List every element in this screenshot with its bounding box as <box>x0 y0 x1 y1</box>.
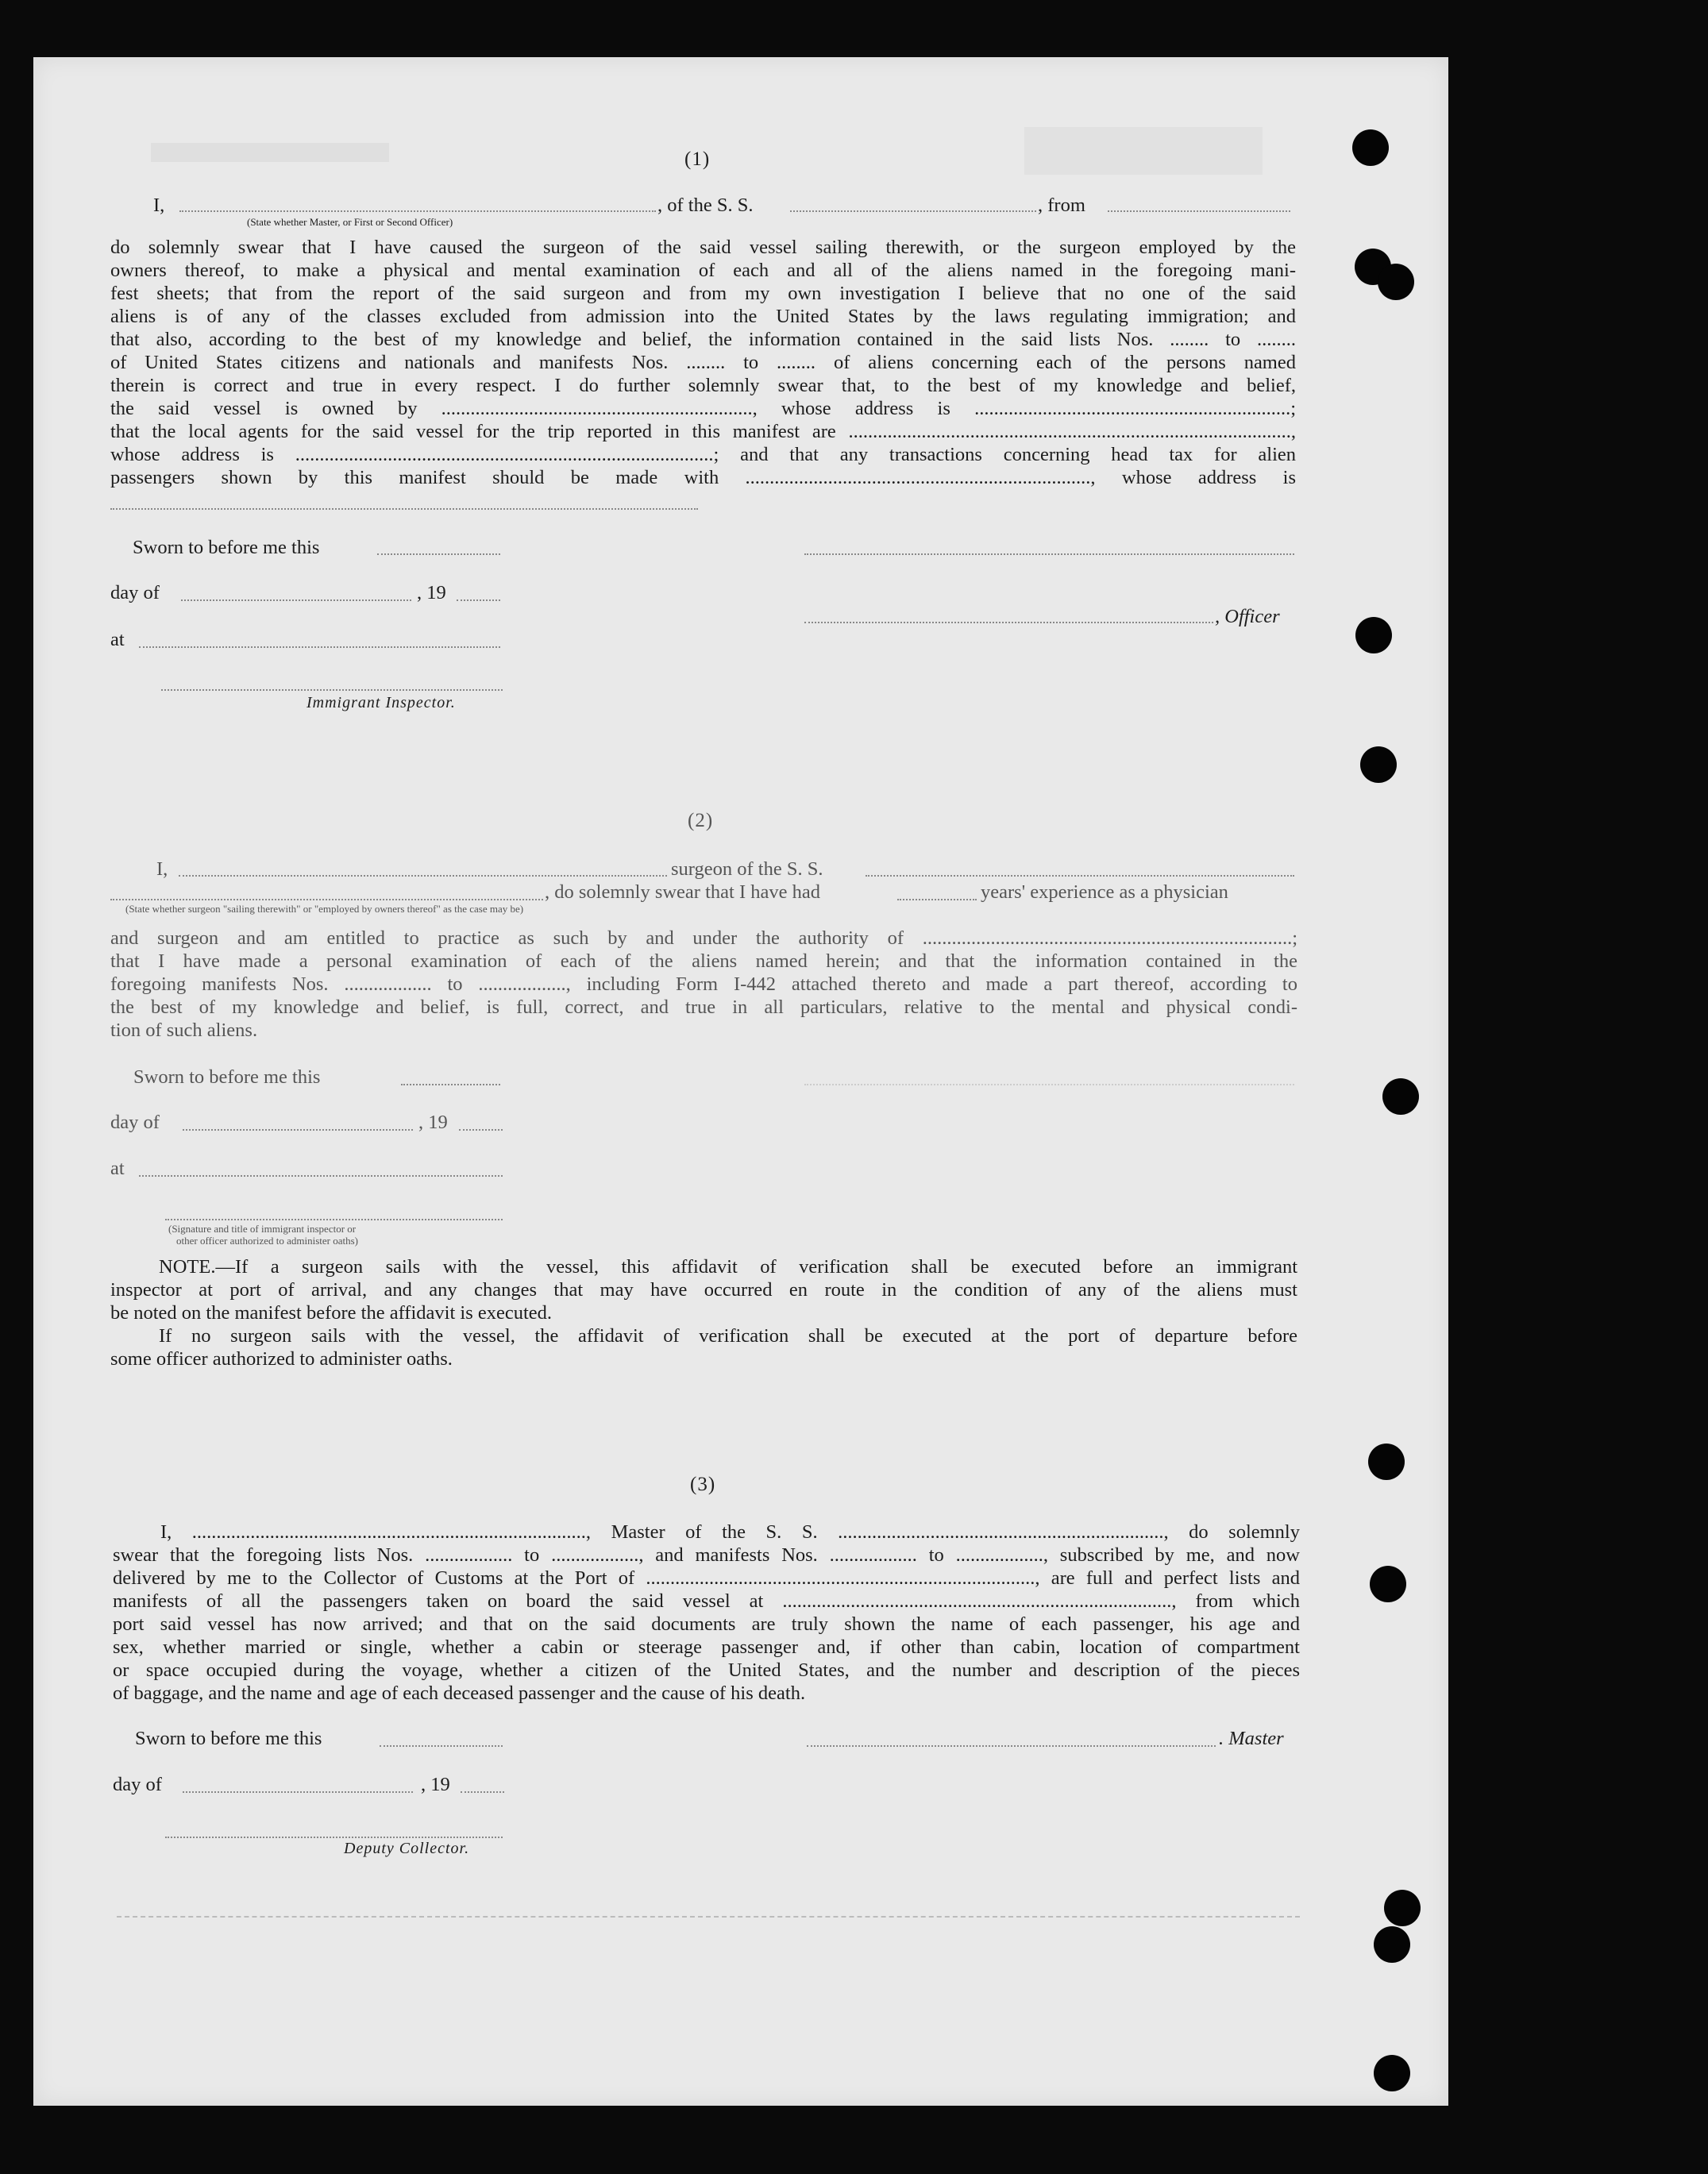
s2-year-label: , 19 <box>418 1112 448 1133</box>
s2-day-field <box>183 1129 413 1131</box>
s2-body-line: foregoing manifests Nos. .................. to .................., including Form I-442 attached thereto and made a part thereof, according to <box>110 973 1297 995</box>
s1-sworn-label: Sworn to before me this <box>133 537 320 558</box>
s1-body-line: whose address is ......................................................................................; and that any transactions concerning head tax for alien <box>110 444 1296 465</box>
s2-signature-caption-1: (Signature and title of immigrant inspector or <box>168 1223 357 1235</box>
s1-line-1-i: I, <box>153 195 165 216</box>
punch-hole <box>1384 1890 1421 1926</box>
s1-body-line: fest sheets; that from the report of the said surgeon and from my own investigation I believe that no one of the said <box>110 283 1296 304</box>
s2-body-line: the best of my knowledge and belief, is full, correct, and true in all particulars, relative to the mental and physical condi- <box>110 996 1297 1018</box>
s1-body-line: owners thereof, to make a physical and mental examination of each and all of the aliens named in the foregoing mani- <box>110 260 1296 281</box>
punch-hole <box>1368 1444 1405 1480</box>
s1-officer-label: , Officer <box>1215 606 1280 627</box>
s3-year-label: , 19 <box>421 1774 450 1795</box>
s3-day-field <box>183 1791 413 1793</box>
s2-note-line: inspector at port of arrival, and any changes that may have occurred en route in the condition of any of the aliens must <box>110 1279 1297 1301</box>
s1-at-label: at <box>110 629 125 650</box>
s2-body-last-line: tion of such aliens. <box>110 1020 258 1041</box>
s2-line-1-i: I, <box>156 858 168 880</box>
s2-line-2-years: years' experience as a physician <box>981 881 1228 903</box>
s3-body-line: sex, whether married or single, whether a cabin or steerage passenger and, if other than cabin, location of compartment <box>113 1636 1300 1658</box>
s3-sworn-label: Sworn to before me this <box>135 1728 322 1749</box>
section-1-title: (1) <box>684 148 711 170</box>
s1-at-field <box>139 646 500 648</box>
s2-surgeon-type-field <box>110 899 543 900</box>
s1-head-tax-address-field <box>110 508 698 510</box>
punch-hole <box>1382 1078 1419 1115</box>
s1-day-of-label: day of <box>110 582 160 603</box>
s3-day-of-label: day of <box>113 1774 162 1795</box>
s2-years-field <box>897 899 977 900</box>
s2-signature-caption-2: other officer authorized to administer oaths) <box>176 1235 358 1247</box>
s1-body-line: aliens is of any of the classes excluded from admission into the United States by the laws regulating immigration; and <box>110 306 1296 327</box>
s1-officer-rank-field <box>179 210 656 212</box>
s1-line-1-from: , from <box>1038 195 1085 216</box>
punch-hole <box>1352 129 1389 166</box>
s2-note-last-line: be noted on the manifest before the affidavit is executed. <box>110 1302 553 1324</box>
s3-body-line: swear that the foregoing lists Nos. .................. to .................., and manifests Nos. .................. to .................., subscribed by me, and now <box>113 1544 1300 1566</box>
s1-body-line: passengers shown by this manifest should be made with ......................................................................., whose address is <box>110 467 1296 488</box>
s2-signature-line <box>165 1219 503 1220</box>
punch-hole <box>1360 746 1397 783</box>
s1-sworn-date-field <box>377 553 500 555</box>
section-3-title: (3) <box>690 1474 716 1495</box>
s2-surgeon-type-note: (State whether surgeon "sailing therewith" or "employed by owners thereof" as the case may be) <box>125 903 524 915</box>
punch-hole <box>1378 264 1414 300</box>
bleed-through-mark <box>1024 127 1263 175</box>
s2-surgeon-name-field <box>179 875 667 877</box>
s3-body-line: delivered by me to the Collector of Customs at the Port of ................................................................................, are full and perfect lists and <box>113 1567 1300 1589</box>
s3-body-line: port said vessel has now arrived; and that on the said documents are truly shown the name of each passenger, his age and <box>113 1613 1300 1635</box>
s2-sworn-label: Sworn to before me this <box>133 1066 321 1088</box>
s1-rank-note: (State whether Master, or First or Second Officer) <box>247 216 453 228</box>
s2-line-2-swear: , do solemnly swear that I have had <box>545 881 820 903</box>
s1-body-line: do solemnly swear that I have caused the surgeon of the said vessel sailing therewith, or the surgeon employed by the <box>110 237 1296 258</box>
s1-inspector-label: Immigrant Inspector. <box>307 694 456 711</box>
s2-day-of-label: day of <box>110 1112 160 1133</box>
s3-collector-signature-line <box>165 1837 503 1838</box>
punch-hole <box>1374 2055 1410 2091</box>
s1-body-line: of United States citizens and nationals and manifests Nos. ........ to ........ of aliens concerning each of the persons named <box>110 352 1296 373</box>
s1-year-label: , 19 <box>417 582 446 603</box>
s2-line-1-surgeon: surgeon of the S. S. <box>671 858 823 880</box>
s3-year-field <box>461 1791 504 1793</box>
s2-note-2-last-line: some officer authorized to administer oaths. <box>110 1348 453 1370</box>
s1-body-line: that also, according to the best of my knowledge and belief, the information contained in the said lists Nos. ........ to ........ <box>110 329 1296 350</box>
s1-officer-signature-line-2 <box>804 622 1213 623</box>
s1-inspector-signature-line <box>161 689 503 691</box>
s2-at-label: at <box>110 1158 125 1179</box>
punch-hole <box>1355 617 1392 653</box>
s1-body-line: the said vessel is owned by ................................................................, whose address is .................................................................; <box>110 398 1296 419</box>
s3-body-line: manifests of all the passengers taken on board the said vessel at ................................................................................, from which <box>113 1590 1300 1612</box>
s3-body-line: or space occupied during the voyage, whether a citizen of the United States, and the number and description of the pieces <box>113 1659 1300 1681</box>
s3-master-label: . Master <box>1219 1728 1284 1749</box>
section-2-title: (2) <box>688 810 714 831</box>
s3-collector-label: Deputy Collector. <box>344 1840 470 1857</box>
s1-year-field <box>457 599 500 601</box>
s3-body-line: I, ................................................................................., Master of the S. S. ..................................................................., do solemnly <box>160 1521 1300 1543</box>
s1-line-1-ship: , of the S. S. <box>657 195 754 216</box>
s1-day-field <box>181 599 411 601</box>
s1-ship-name-field <box>790 210 1036 212</box>
s2-body-line: that I have made a personal examination of each of the aliens named herein; and that the information contained in the <box>110 950 1297 972</box>
s1-body-line: that the local agents for the said vessel for the trip reported in this manifest are ..........................................................................................., <box>110 421 1296 442</box>
s2-ship-name-field <box>866 875 1294 877</box>
bleed-through-mark <box>151 143 389 162</box>
s2-note-2-line: If no surgeon sails with the vessel, the affidavit of verification shall be executed at the port of departure before <box>159 1325 1297 1347</box>
s2-year-field <box>459 1129 503 1131</box>
s1-officer-signature-line-1 <box>804 553 1294 555</box>
s2-sworn-date-field <box>401 1084 500 1085</box>
punch-hole <box>1374 1926 1410 1963</box>
s2-right-signature-line <box>804 1084 1294 1085</box>
s2-body-line: and surgeon and am entitled to practice as such by and under the authority of ............................................................................; <box>110 927 1297 949</box>
s2-note-line: NOTE.—If a surgeon sails with the vessel, this affidavit of verification shall be executed before an immigrant <box>159 1256 1297 1278</box>
s3-master-signature-line <box>807 1745 1216 1747</box>
s3-sworn-date-field <box>380 1745 503 1747</box>
punch-hole <box>1370 1566 1406 1602</box>
s2-at-field <box>139 1175 503 1177</box>
s1-from-field <box>1108 210 1290 212</box>
s3-body-last-line: of baggage, and the name and age of each deceased passenger and the cause of his death. <box>113 1683 806 1704</box>
bottom-divider <box>117 1916 1300 1918</box>
s1-body-line: therein is correct and true in every respect. I do further solemnly swear that, to the best of my knowledge and belief, <box>110 375 1296 396</box>
